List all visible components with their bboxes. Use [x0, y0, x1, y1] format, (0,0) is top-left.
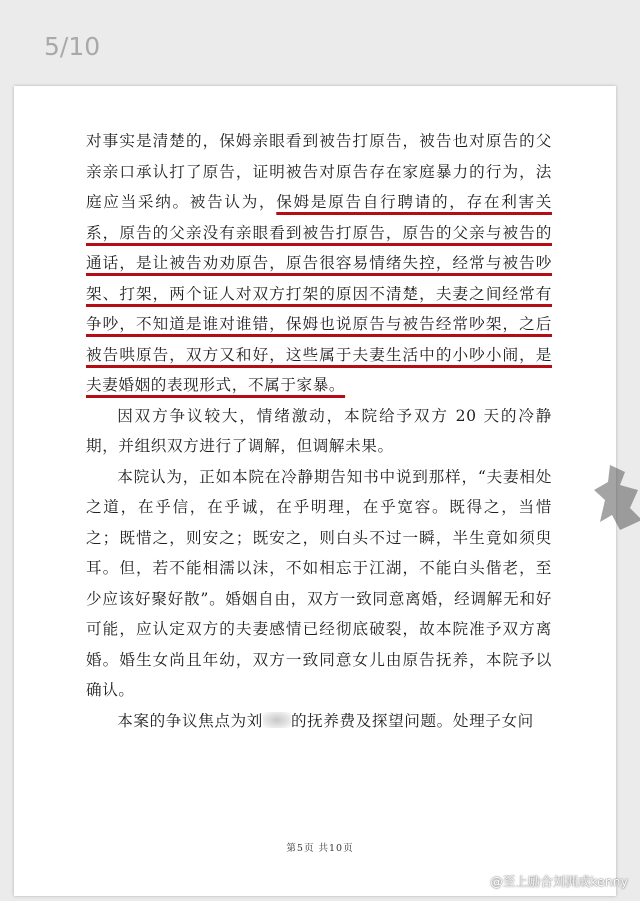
page-counter: 5/10 [44, 32, 101, 61]
paragraph-2: 因双方争议较大，情绪激动，本院给予双方 20 天的冷静期，并组织双方进行了调解，但调解未果。 [86, 406, 552, 455]
judgment-text [86, 126, 552, 736]
ink-smudge [590, 460, 640, 540]
paragraph-4 [86, 706, 552, 737]
paragraph-3: 本院认为，正如本院在冷静期告知书中说到那样，“夫妻相处之道，在乎信，在乎诚，在乎明理，在乎宽容。既得之，当惜之；既惜之，则安之；既安之，则白头不过一瞬，半生竟如须臾耳。但，若不能相濡以沫，不如相忘于江湖，不能白头偕老，至少应该好聚好散”。婚姻自由，双方一致同意离婚，经调解无和好可能，应认定双方的夫妻感情已经彻底破裂，故本院准予双方离婚。婚生女尚且年幼，双方一致同意女儿由原告抚养，本院予以确认。 [86, 467, 552, 699]
paragraph-1 [86, 126, 552, 401]
redacted-name [263, 712, 291, 728]
paragraph-4-text-a: 本案的争议焦点为刘 [117, 711, 263, 730]
paragraph-4-text-b: 的抚养费及探望问题。处理子女问 [290, 711, 534, 730]
paragraph-1-text: 对事实是清楚的，保姆亲眼看到被告打原告，被告也对原告的父亲亲口承认打了原告，证明被告对原告存在家庭暴力的行为，法庭应当采纳。被告认为， [86, 132, 552, 211]
underlined-passage: 保姆是原告自行聘请的，存在利害关系，原告的父亲没有亲眼看到被告打原告，原告的父亲与被告的通话，是让被告劝劝原告，原告很容易情绪失控，经常与被告吵架、打架，两个证人对双方打架的原因不清楚，夫妻之间经常有争吵，不知道是谁对谁错，保姆也说原告与被告经常吵架，之后被告哄原告，双方又和好，这些属于夫妻生活中的小吵小闹，是夫妻婚姻的表现形式，不属于家暴。 [86, 193, 552, 394]
page-footer: 第5页 共10页 [286, 843, 354, 854]
weibo-watermark: @至上励合刘洲成kenny [490, 874, 628, 889]
